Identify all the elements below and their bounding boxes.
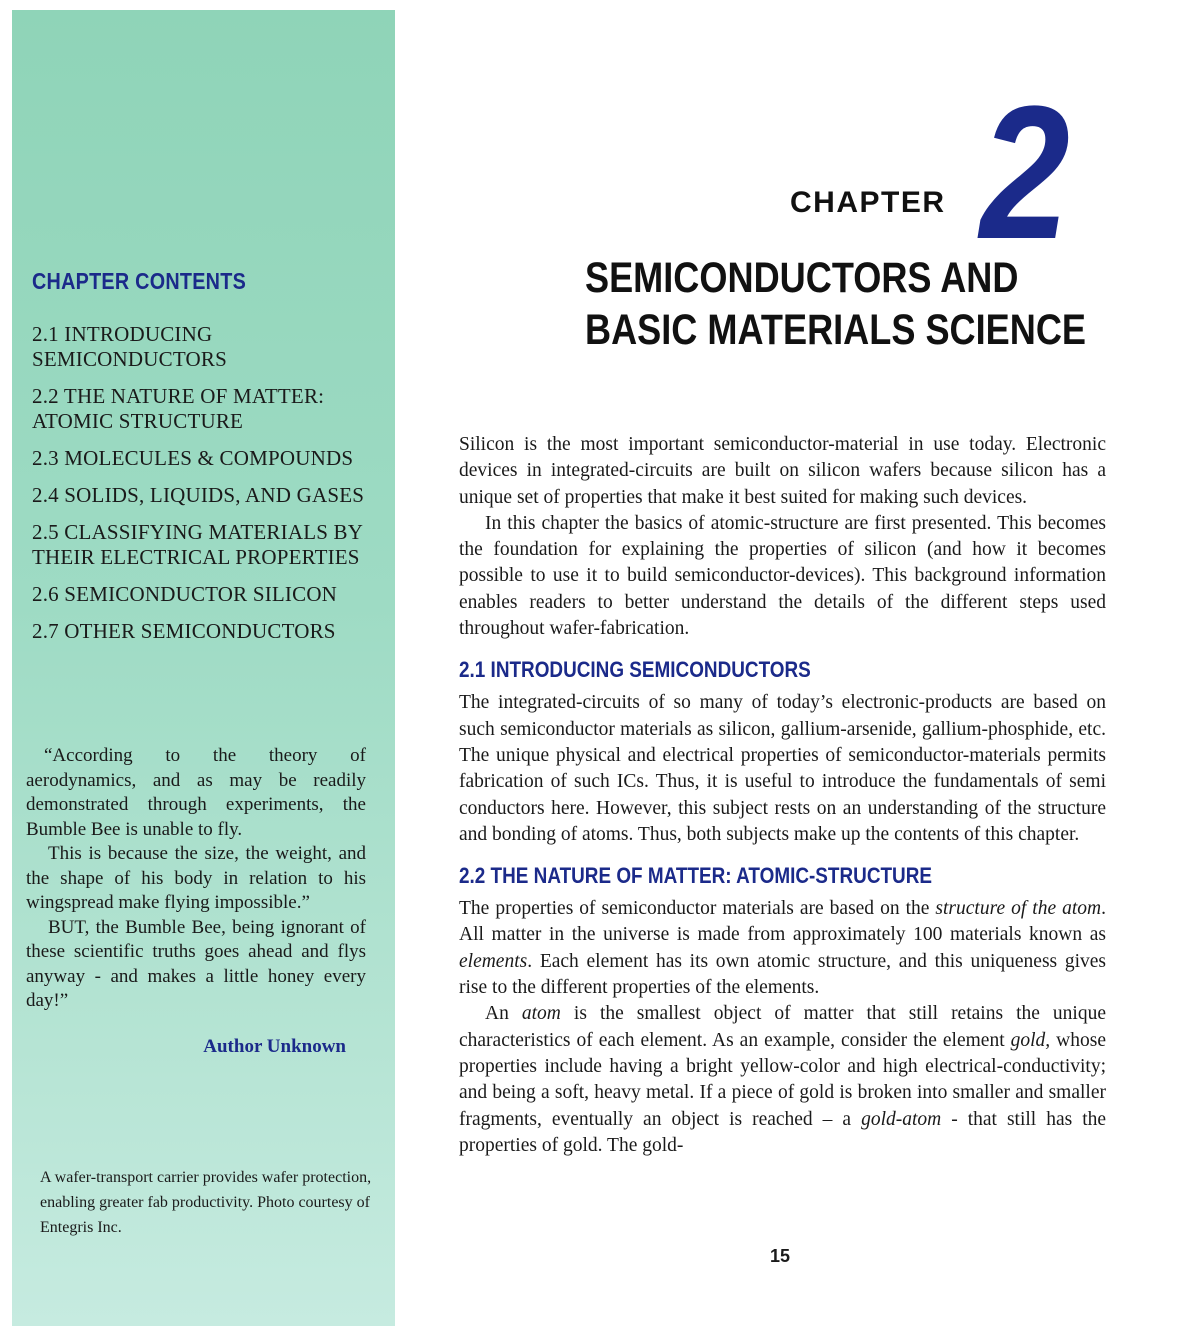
contents-item: 2.2 THE NATURE OF MATTER: ATOMIC STRUCTURE [32,384,325,433]
emphasis-text: elements [459,950,528,972]
text-run: . Each element has its own atomic structure, and this uniqueness gives rise to the different properties of the elements. [459,950,1106,999]
epigraph-quote [26,744,366,1014]
chapter-title [585,252,1087,356]
contents-item: 2.5 CLASSIFYING MATERIALS BY THEIR ELECTRICAL PROPERTIES [32,520,363,569]
chapter-number: 2 [980,67,1070,279]
text-run: is the smallest object of matter that still retains the unique characteristics of each element. As an example, consider the element [459,1003,1106,1051]
text-run: whose properties include having a bright yellow-color and high electrical-conductivity; and being a soft, heavy metal. If a piece of gold is broken into smaller and smaller fragments, eventually an object is reached – a [459,1029,1106,1130]
body-paragraph: Silicon is the most important semiconductor-material in use today. Electronic devices in integrated-circuits are built on silicon wafers because silicon has a unique set of properties that make it best suited for making such devices. [459,434,1106,508]
quote-author: Author Unknown [203,1036,346,1057]
emphasis-text: atom [521,1003,561,1025]
section-heading: 2.2 THE NATURE OF MATTER: ATOMIC-STRUCTURE [459,863,932,889]
text-run: - that still has the properties of gold. The gold- [459,1108,1107,1156]
chapter-contents-list [32,322,392,656]
body-paragraph [459,896,1106,1001]
contents-item: 2.6 SEMICONDUCTOR SILICON [32,582,338,606]
chapter-title-line: SEMICONDUCTORS AND [585,254,1019,302]
emphasis-text: gold, [1010,1029,1051,1051]
emphasis-text: structure of the atom [935,898,1102,920]
main-text [459,432,1106,1159]
text-run: An [485,1003,522,1025]
page-number: 15 [770,1246,791,1266]
chapter-contents-heading: CHAPTER CONTENTS [32,268,247,294]
sidebar-panel [12,10,395,1326]
emphasis-text: gold-atom [861,1108,942,1130]
section-heading: 2.1 INTRODUCING SEMICONDUCTORS [459,657,811,683]
contents-item: 2.1 INTRODUCING SEMICONDUCTORS [32,322,227,371]
contents-item: 2.4 SOLIDS, LIQUIDS, AND GASES [32,483,365,507]
quote-paragraph: “According to the theory of aerodynamics, and as may be readily demonstrated through experiments, the Bumble Bee is unable to fly. [26,745,366,840]
chapter-title-line: BASIC MATERIALS SCIENCE [585,306,1087,354]
text-run: . All matter in the universe is made from approximately 100 materials known as [459,898,1107,946]
photo-caption: A wafer-transport carrier provides wafer protection, enabling greater fab productivity. Photo courtesy of Entegris Inc. [40,1169,372,1236]
chapter-label: CHAPTER [790,186,946,219]
body-paragraph: The integrated-circuits of so many of today’s electronic-products are based on such semiconductor materials as silicon, gallium-arsenide, gallium-phosphide, etc. The unique physical and electrical properties of semiconductor-materials permits fabrication of such ICs. Thus, it is useful to introduce the fundamentals of semi conductors here. However, this subject rests on an understanding of the structure and bonding of atoms. Thus, both subjects make up the contents of this chapter. [459,692,1106,845]
quote-paragraph: This is because the size, the weight, and the shape of his body in relation to his wingspread make flying impossible.” [26,843,366,913]
body-paragraph [459,1001,1106,1159]
contents-item: 2.3 MOLECULES & COMPOUNDS [32,446,354,470]
quote-paragraph: BUT, the Bumble Bee, being ignorant of these scientific truths goes ahead and flys anyway - and makes a little honey every day!” [26,916,366,1011]
body-paragraph: In this chapter the basics of atomic-structure are first presented. This becomes the foundation for explaining the properties of silicon (and how it becomes possible to use it to build semiconductor-devices). This background information enables readers to better understand the details of the different steps used throughout wafer-fabrication. [459,512,1106,640]
contents-item: 2.7 OTHER SEMICONDUCTORS [32,619,336,643]
text-run: The properties of semiconductor materials are based on the [459,898,936,920]
